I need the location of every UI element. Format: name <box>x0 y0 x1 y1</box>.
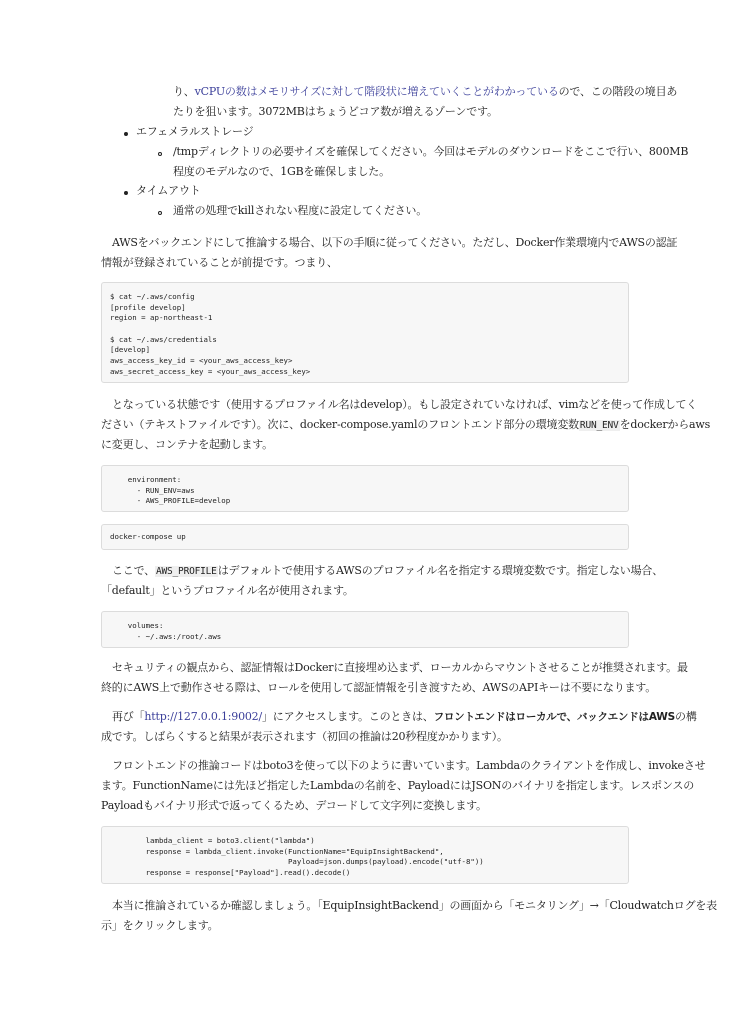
para3-line-1: ここで、AWS_PROFILEはデフォルトで使用するAWSのプロファイル名を指定する環境変数です。指定しない場合、 <box>112 564 663 577</box>
para5-line-2: 成です。しばらくすると結果が表示されます（初回の推論は20秒程度かかります）。 <box>101 730 508 743</box>
list-continuation-line-1: り、vCPUの数はメモリサイズに対して階段状に増えていくことがわかっているので、この階段の境目あ <box>173 85 678 98</box>
sub-bullet-circle-icon <box>158 211 162 215</box>
para6-line-3: Payloadもバイナリ形式で返ってくるため、デコードして文字列に変換します。 <box>101 799 487 812</box>
inline-code-aws-profile: AWS_PROFILE <box>155 566 217 577</box>
para6-line-1: フロントエンドの推論コードはboto3を使って以下のように書いています。Lambdaのクライアントを作成し、invokeさせ <box>112 759 706 772</box>
code-block-compose-up: docker-compose up <box>101 524 629 550</box>
para1-line-2: 情報が登録されていることが前提です。つまり、 <box>101 256 338 269</box>
bullet-dot-icon <box>124 132 128 136</box>
para1-line-1: AWSをバックエンドにして推論する場合、以下の手順に従ってください。ただし、Docker作業環境内でAWSの認証 <box>112 236 678 249</box>
para2-line-3: に変更し、コンテナを起動します。 <box>101 438 273 451</box>
vcpu-link-text[interactable]: vCPUの数はメモリサイズに対して階段状に増えていくことがわかっている <box>194 85 559 98</box>
para2-line-1: となっている状態です（使用するプロファイル名はdevelop）。もし設定されていなければ、vimなどを使って作成してく <box>112 398 698 411</box>
list-continuation-line-2: たりを狙います。3072MBはちょうどコア数が増えるゾーンです。 <box>173 105 498 118</box>
sub-item-timeout: 通常の処理でkillされない程度に設定してください。 <box>173 204 428 217</box>
bold-frontend-backend-text: フロントエンドはローカルで、バックエンドはAWS <box>433 711 676 723</box>
code-block-aws-config: $ cat ~/.aws/config [profile develop] region = ap-northeast-1 $ cat ~/.aws/credentials [develop] aws_access_key_id = <your_aws_access_key> aws_secret_access_key = <your_aws_access_key> <box>101 282 629 383</box>
para5-line-1: 再び「http://127.0.0.1:9002/」にアクセスします。このときは、フロントエンドはローカルで、バックエンドはAWSの構 <box>112 710 697 723</box>
sub-item-tmp-line-2: 程度のモデルなので、1GBを確保しました。 <box>173 165 390 178</box>
para6-line-2: ます。FunctionNameには先ほど指定したLambdaの名前を、PayloadにはJSONのバイナリを指定します。レスポンスの <box>101 779 695 792</box>
code-block-environment: environment: - RUN_ENV=aws - AWS_PROFILE=develop <box>101 465 629 512</box>
para2-line-2: ださい（テキストファイルです）。次に、docker-compose.yamlのフロントエンド部分の環境変数RUN_ENVをdockerからaws <box>101 418 711 431</box>
para3-line-2: 「default」というプロファイル名が使用されます。 <box>101 584 354 597</box>
sub-bullet-circle-icon <box>158 152 162 156</box>
sub-item-tmp-line-1: /tmpディレクトリの必要サイズを確保してください。今回はモデルのダウンロードをここで行い、800MB <box>173 145 689 158</box>
code-block-lambda-invoke: lambda_client = boto3.client("lambda") response = lambda_client.invoke(FunctionName="EquipInsightBackend", Payload=json.dumps(payload).encode("utf-8")) response = response["Payload"].read().decode() <box>101 826 629 884</box>
para7-line-2: 示」をクリックします。 <box>101 919 219 932</box>
para4-line-2: 終的にAWS上で動作させる際は、ロールを使用して認証情報を引き渡すため、AWSのAPIキーは不要になります。 <box>101 681 657 694</box>
para7-line-1: 本当に推論されているか確認しましょう。「EquipInsightBackend」の画面から「モニタリング」→「Cloudwatchログを表 <box>112 899 717 912</box>
bullet-timeout: タイムアウト <box>136 184 201 197</box>
para4-line-1: セキュリティの観点から、認証情報はDockerに直接埋め込まず、ローカルからマウントさせることが推奨されます。最 <box>112 661 688 674</box>
bullet-dot-icon <box>124 191 128 195</box>
localhost-link[interactable]: http://127.0.0.1:9002/ <box>144 710 262 723</box>
bullet-ephemeral-storage: エフェメラルストレージ <box>136 125 254 138</box>
code-block-volumes: volumes: - ~/.aws:/root/.aws <box>101 611 629 648</box>
inline-code-run-env: RUN_ENV <box>579 420 619 431</box>
